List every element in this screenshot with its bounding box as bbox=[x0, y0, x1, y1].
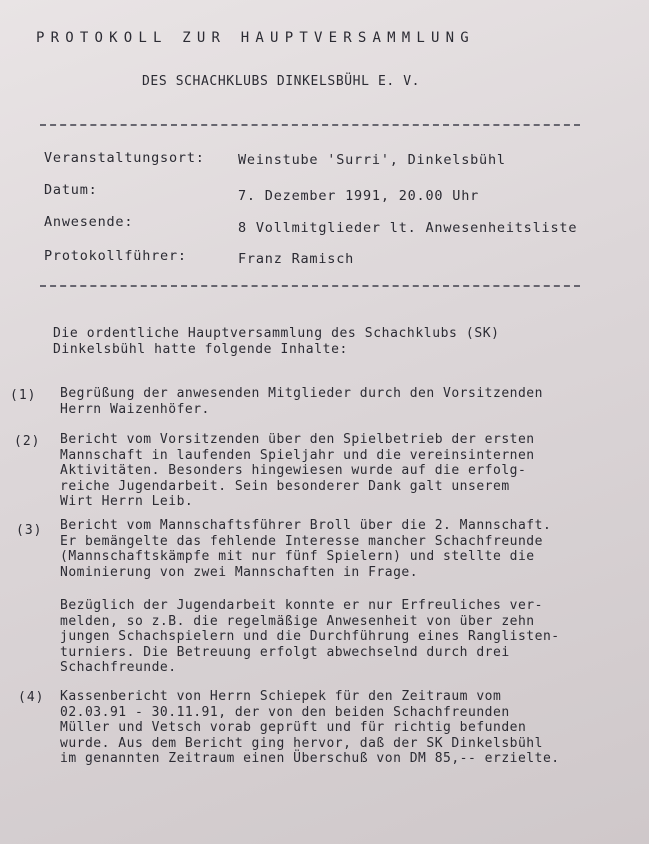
attendees-value: 8 Vollmitglieder lt. Anwesenheitsliste bbox=[238, 220, 578, 236]
date-value: 7. Dezember 1991, 20.00 Uhr bbox=[238, 188, 480, 204]
item-text-3: Bericht vom Mannschaftsführer Broll über die 2. Mannschaft. Er bemängelte das fehlende Interesse mancher Schachfreunde (Mannschaftskämpfe mit nur fünf Spielern) und stellte die Nominierung von zwei Mannschaften in Frage. bbox=[60, 518, 552, 580]
recorder-label: Protokollführer: bbox=[44, 248, 187, 264]
document-subtitle: DES SCHACHKLUBS DINKELSBÜHL E. V. bbox=[142, 74, 421, 89]
item-number-2: (2) bbox=[14, 434, 41, 449]
recorder-value: Franz Ramisch bbox=[238, 251, 355, 267]
intro-paragraph: Die ordentliche Hauptversammlung des Schachklubs (SK) Dinkelsbühl hatte folgende Inhalte: bbox=[53, 326, 500, 357]
item-number-4: (4) bbox=[18, 690, 45, 705]
item-text-2: Bericht vom Vorsitzenden über den Spielbetrieb der ersten Mannschaft in laufenden Spieljahr und die vereinsinternen Aktivitäten. Besonders hingewiesen wurde auf die erfolg- reiche Jugendarbeit. Sein besonderer Dank galt unserem Wirt Herrn Leib. bbox=[60, 432, 535, 509]
document-title: PROTOKOLL ZUR HAUPTVERSAMMLUNG bbox=[36, 30, 475, 46]
item-number-1: (1) bbox=[10, 388, 37, 403]
item-text-4: Kassenbericht von Herrn Schiepek für den Zeitraum vom 02.03.91 - 30.11.91, der von den beiden Schachfreunden Müller und Vetsch vorab geprüft und für richtig befunden wurde. Aus dem Bericht ging hervor, daß der SK Dinkelsbühl im genannten Zeitraum einen Überschuß von DM 85,-- erzielte. bbox=[60, 689, 560, 766]
location-value: Weinstube 'Surri', Dinkelsbühl bbox=[238, 152, 506, 168]
location-label: Veranstaltungsort: bbox=[44, 150, 205, 166]
attendees-label: Anwesende: bbox=[44, 214, 134, 230]
item-text-3-continued: Bezüglich der Jugendarbeit konnte er nur Erfreuliches ver- melden, so z.B. die regelmäßige Anwesenheit von über zehn jungen Schachspielern und die Durchführung eines Ranglisten- turniers. Die Betreuung erfolgt abwechselnd durch drei Schachfreunde. bbox=[60, 598, 560, 675]
date-label: Datum: bbox=[44, 182, 98, 198]
divider-bottom bbox=[40, 285, 580, 290]
item-text-1: Begrüßung der anwesenden Mitglieder durch den Vorsitzenden Herrn Waizenhöfer. bbox=[60, 386, 543, 417]
item-number-3: (3) bbox=[16, 523, 43, 538]
divider-top bbox=[40, 124, 580, 129]
